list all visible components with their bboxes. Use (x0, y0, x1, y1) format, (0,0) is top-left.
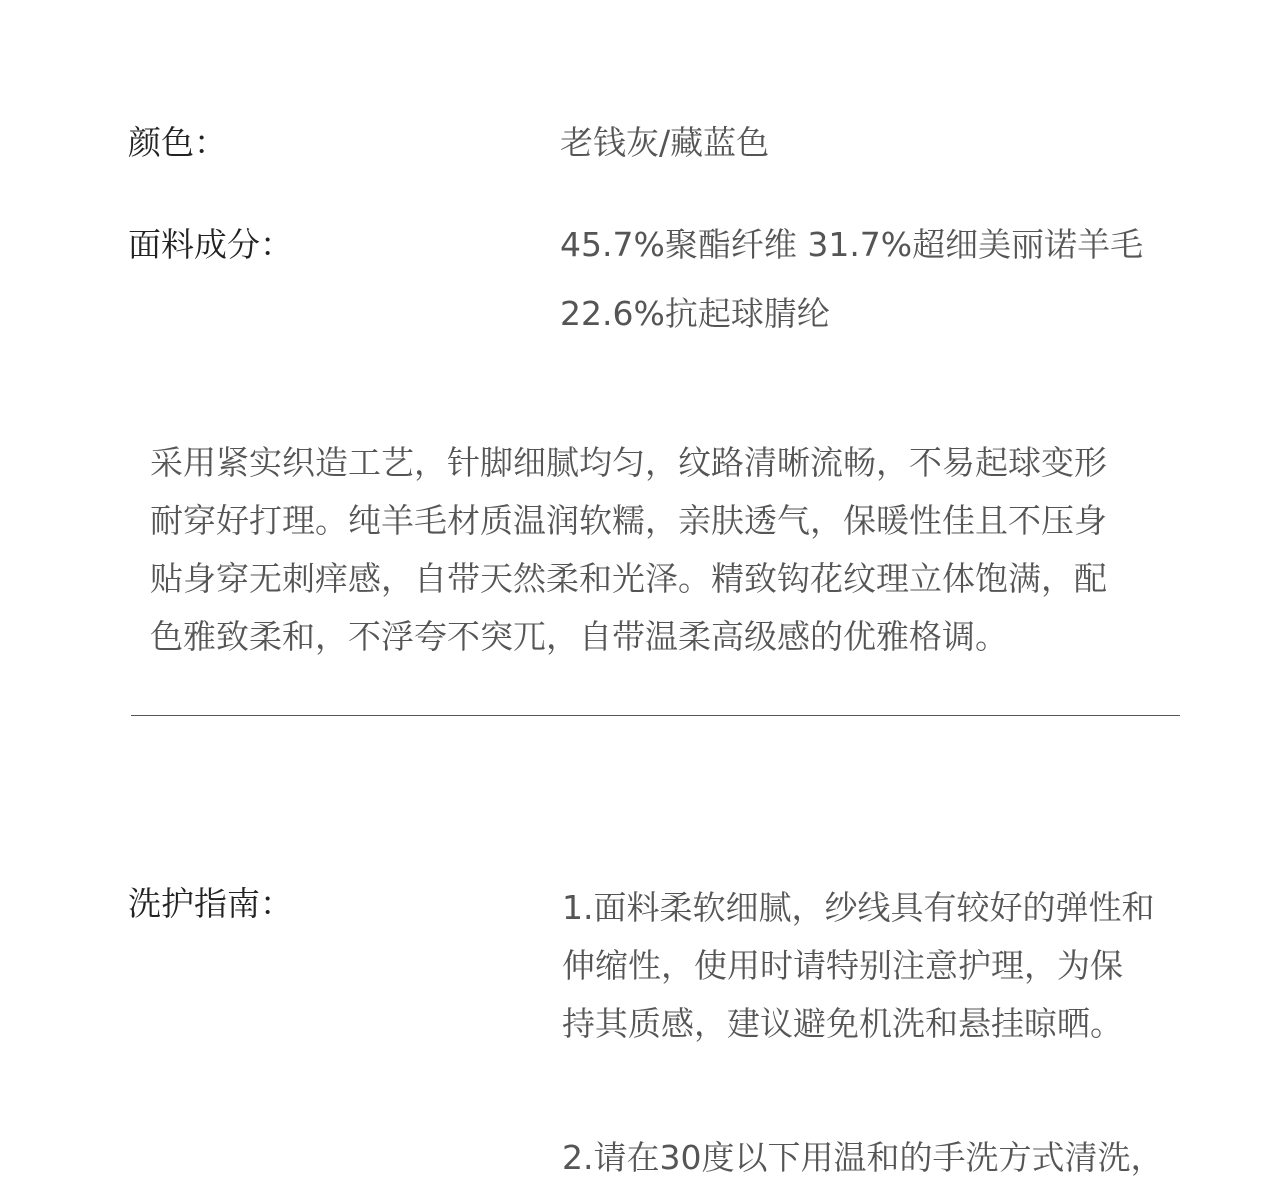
description-line: 贴身穿无刺痒感，自带天然柔和光泽。精致钩花纹理立体饱满，配 (150, 559, 1107, 598)
care-guide-line: 持其质感，建议避免机洗和悬挂晾晒。 (562, 1004, 1123, 1043)
spec-color-label: 颜色： (128, 123, 227, 162)
care-guide-line: 1.面料柔软细腻，纱线具有较好的弹性和 (562, 888, 1155, 927)
description-line: 耐穿好打理。纯羊毛材质温润软糯，亲肤透气，保暖性佳且不压身 (150, 501, 1107, 540)
care-guide-line: 伸缩性，使用时请特别注意护理，为保 (562, 946, 1123, 985)
care-guide-label: 洗护指南： (128, 884, 293, 923)
section-divider (131, 715, 1180, 716)
care-guide-line: 2.请在30度以下用温和的手洗方式清洗， (562, 1138, 1164, 1177)
spec-fabric-label: 面料成分： (128, 225, 293, 264)
spec-fabric-value-line: 45.7%聚酯纤维 31.7%超细美丽诺羊毛 (560, 225, 1144, 264)
spec-color-value: 老钱灰/藏蓝色 (560, 123, 770, 162)
description-line: 色雅致柔和，不浮夸不突兀，自带温柔高级感的优雅格调。 (150, 617, 1008, 656)
spec-fabric-value-line: 22.6%抗起球腈纶 (560, 294, 830, 333)
description-line: 采用紧实织造工艺，针脚细腻均匀，纹路清晰流畅，不易起球变形 (150, 443, 1107, 482)
